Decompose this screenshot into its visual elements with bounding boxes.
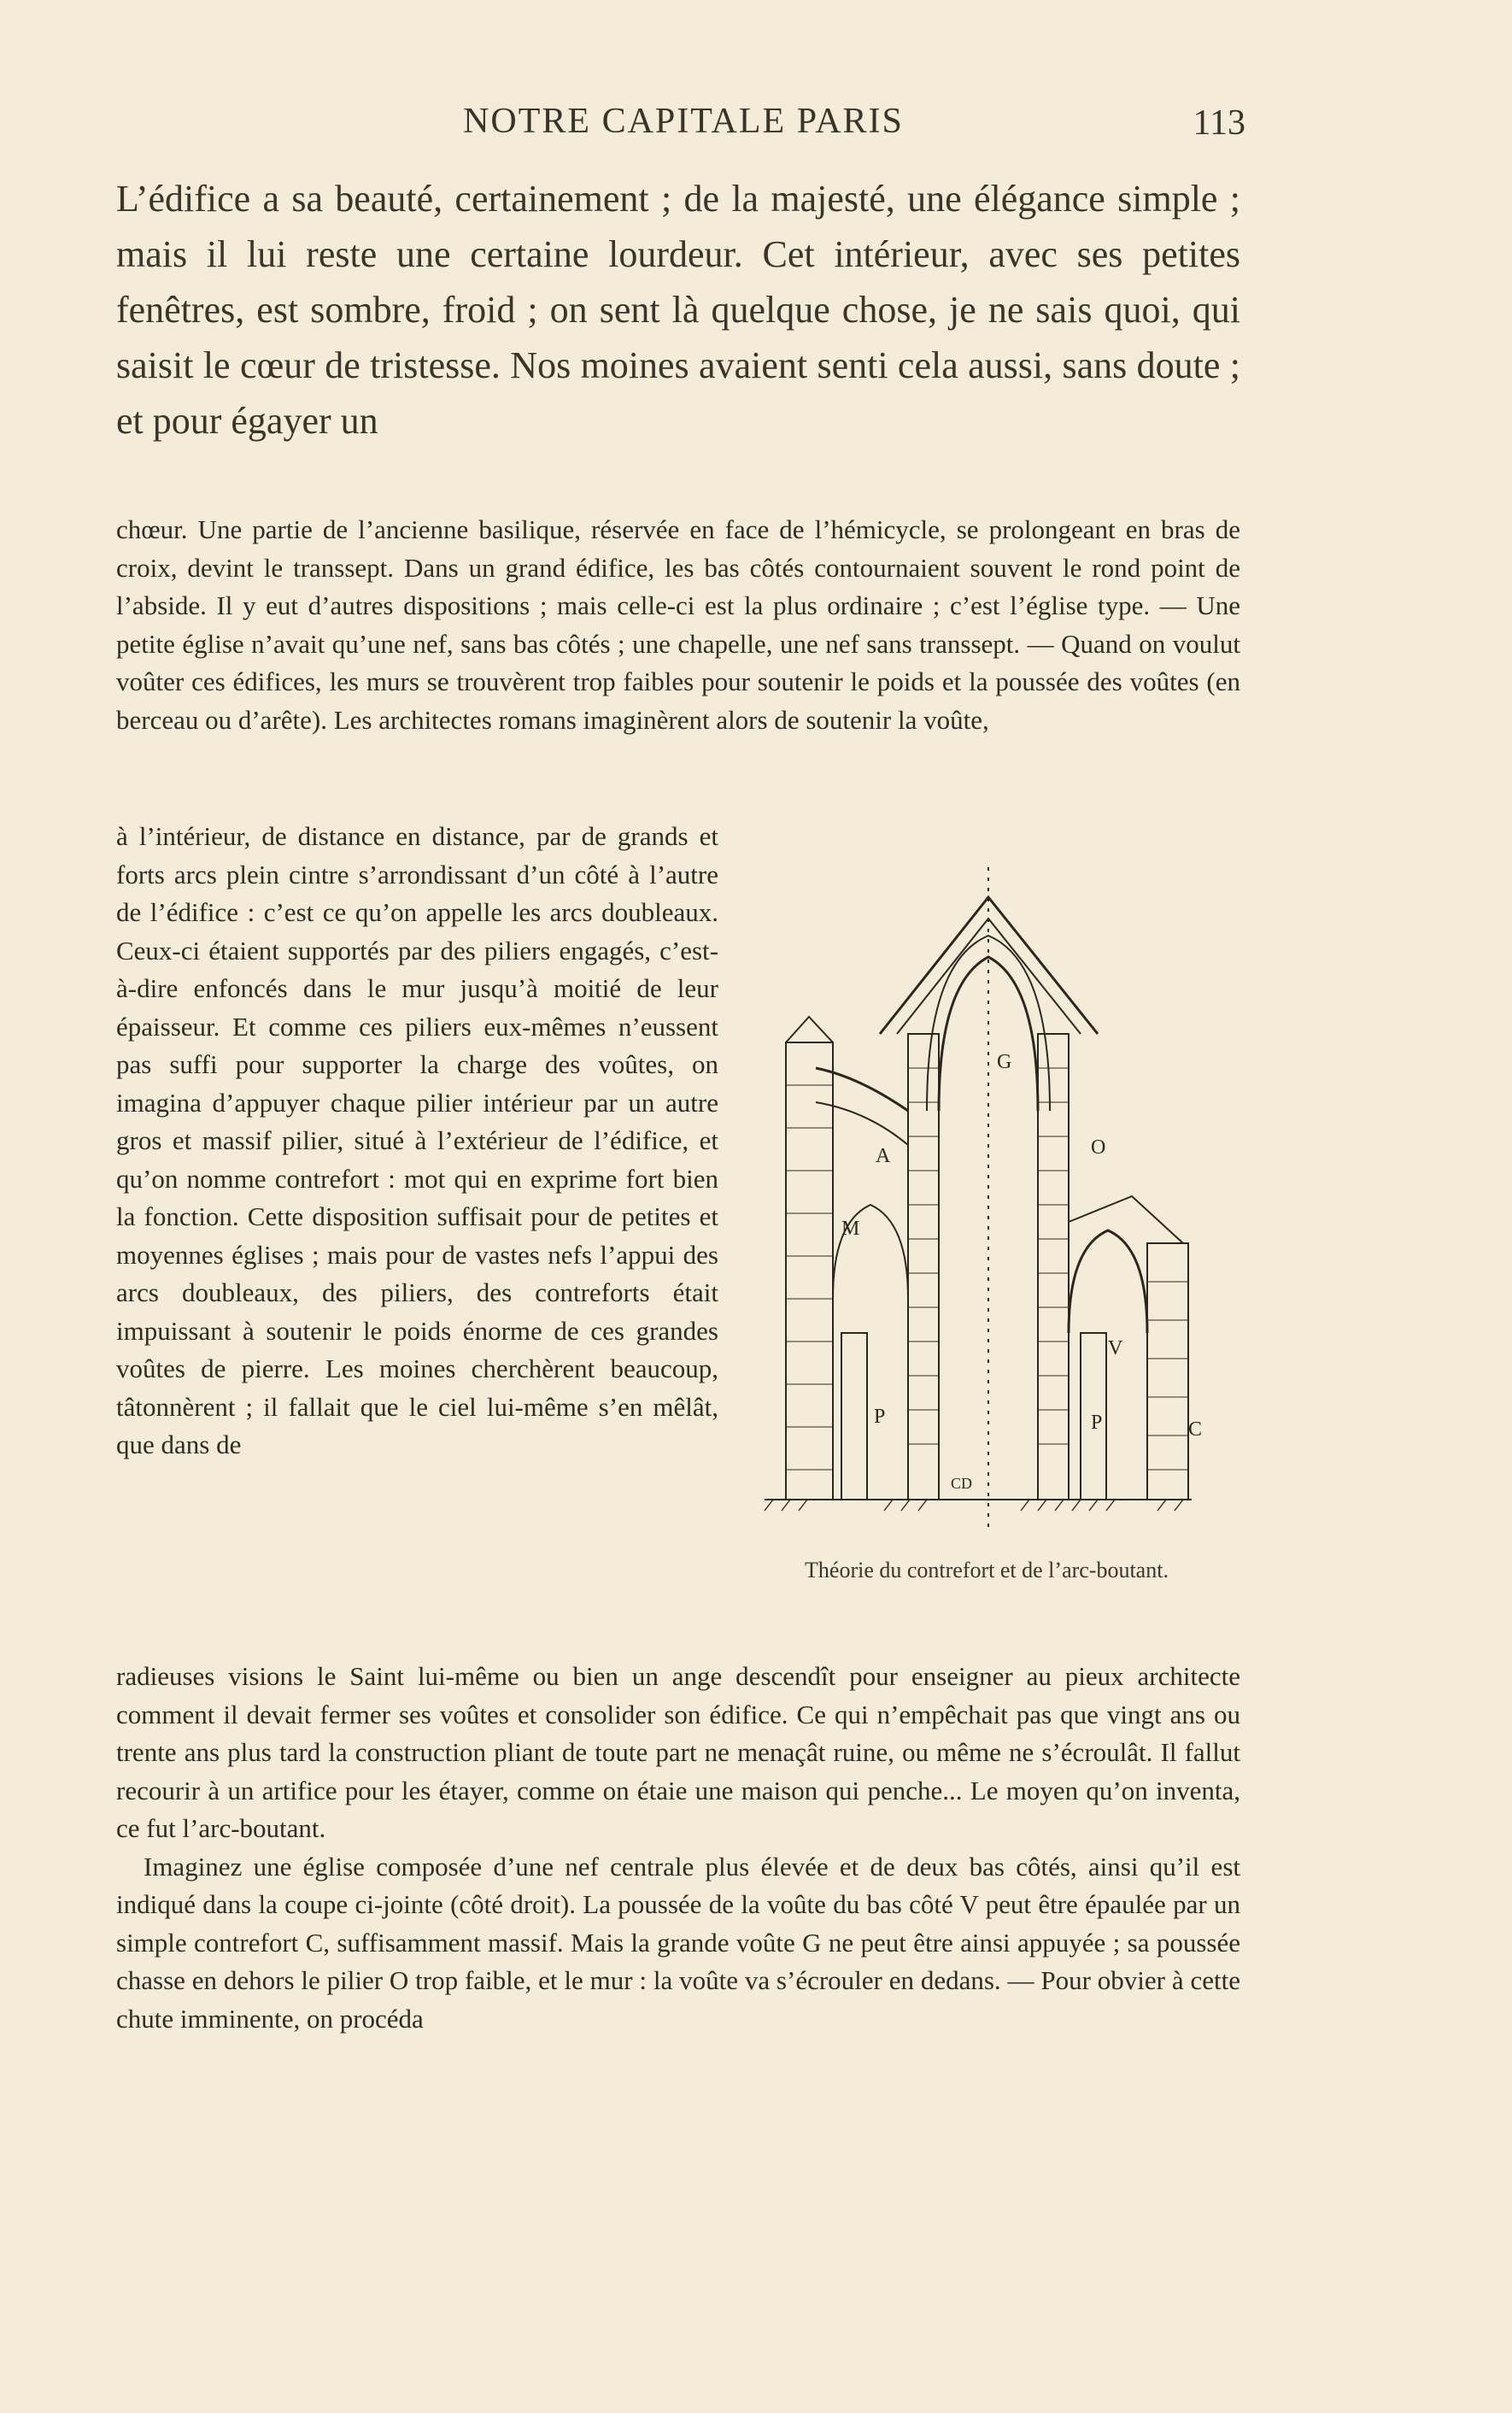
label-c: C	[1188, 1418, 1203, 1441]
label-p-left: P	[874, 1406, 886, 1428]
buttress-diagram	[756, 854, 1203, 1529]
note-top-paragraph: chœur. Une partie de l’ancienne basilique, réservée en face de l’hémicycle, se prolongeant en bras de croix, devint le transsept. Dans un grand édifice, les bas côtés contournaient souvent le rond point de l’abside. Il y eut d’autres dispositions ; mais celle-ci est la plus ordinaire ; c’est l’église type. — Une petite église n’avait qu’une nef, sans bas côtés ; une chapelle, une nef sans transsept. — Quand on voulut voûter ces édifices, les murs se trouvèrent trop faibles pour soutenir le poids et la poussée des voûtes (en berceau ou d’arête). Les architectes romans imaginèrent alors de soutenir la voûte,	[116, 514, 1240, 735]
lead-paragraph: L’édifice a sa beauté, certainement ; de la majesté, une élégance simple ; mais il lui reste une certaine lourdeur. Cet intérieur, avec ses petites fenêtres, est sombre, froid ; on sent là quelque chose, je ne sais quoi, qui saisit le cœur de tristesse. Nos moines avaient senti cela aussi, sans doute ; et pour égayer un	[116, 178, 1240, 442]
note-top-block	[116, 511, 1240, 739]
outer-buttress-pinnacle	[786, 1017, 833, 1042]
note-bottom-paragraph-2: Imaginez une église composée d’une nef centrale plus élevée et de deux bas côtés, ainsi qu’il est indiqué dans la coupe ci-jointe (côté droit). La poussée de la voûte du bas côté V peut être épaulée par un simple contrefort C, suffisamment massif. Mais la grande voûte G ne peut être ainsi appuyée ; sa poussée chasse en dehors le pilier O trop faible, et le mur : la voûte va s’écrouler en dedans. — Pour obvier à cette chute imminente, on procéda	[116, 1851, 1240, 2034]
page-number: 113	[1193, 103, 1245, 143]
note-wrapped-paragraph: à l’intérieur, de distance en distance, par de grands et forts arcs plein cintre s’arrondissant d’un côté à l’autre de l’édifice : c’est ce qu’on appelle les arcs doubleaux. Ceux-ci étaient supportés par des piliers engagés, c’est-à-dire enfoncés dans le mur jusqu’à moitié de leur épaisseur. Et comme ces piliers eux-mêmes n’eussent pas suffi pour supporter la charge des voûtes, on imagina d’appuyer chaque pilier intérieur par un autre gros et massif pilier, situé à l’extérieur de l’édifice, et qu’on nomme contrefort : mot qui en exprime fort bien la fonction. Cette disposition suffisait pour de petites et moyennes églises ; mais pour de vastes nefs l’appui des arcs doubleaux, des piliers, des contreforts était impuissant à soutenir le poids énorme de ces grandes voûtes de pierre. Les moines cherchèrent beaucoup, tâtonnèrent ; il fallait que le ciel lui-même s’en mêlât, que dans de	[116, 821, 718, 1459]
right-nave-pier-o	[1038, 1034, 1069, 1500]
contrefort-coursing	[1147, 1282, 1188, 1470]
label-axis: CD	[951, 1475, 973, 1492]
label-p-right: P	[1091, 1412, 1103, 1434]
note-bottom-paragraph-1: radieuses visions le Saint lui-même ou bien un ange descendît pour enseigner au pieux architecte comment il devait fermer ses voûtes et consolider son édifice. Ce qui n’empêchait pas que vingt ans ou trente ans plus tard la construction pliant de toute part ne menaçât ruine, ou même ne s’écroulât. Il fallut recourir à un artifice pour les étayer, comme on étaie une maison qui penche... Le moyen qu’on inventa, ce fut l’arc-boutant.	[116, 1661, 1240, 1843]
note-wrapped-block	[116, 818, 718, 1465]
left-nave-pier	[908, 1034, 939, 1500]
outer-buttress-coursing	[786, 1085, 833, 1470]
figure-caption: Théorie du contrefort et de l’arc-boutant.	[805, 1558, 1169, 1582]
aisle-vault-v	[1069, 1230, 1147, 1333]
label-v: V	[1108, 1337, 1123, 1359]
buttress-section-figure	[756, 854, 1203, 1529]
left-aisle-arch	[833, 1205, 908, 1500]
lead-paragraph-block	[116, 171, 1240, 449]
outer-buttress-m	[786, 1042, 833, 1500]
label-m: M	[841, 1218, 860, 1240]
left-aisle-pier-p	[841, 1333, 867, 1500]
label-o: O	[1091, 1136, 1106, 1159]
label-g: G	[997, 1051, 1012, 1073]
label-a: A	[876, 1145, 891, 1167]
ground-hatching	[765, 1500, 1183, 1511]
aisle-roof	[1069, 1196, 1183, 1243]
note-bottom-block	[116, 1658, 1240, 2038]
flying-buttress-a-intrados	[816, 1102, 908, 1145]
running-title: NOTRE CAPITALE PARIS	[463, 102, 904, 141]
